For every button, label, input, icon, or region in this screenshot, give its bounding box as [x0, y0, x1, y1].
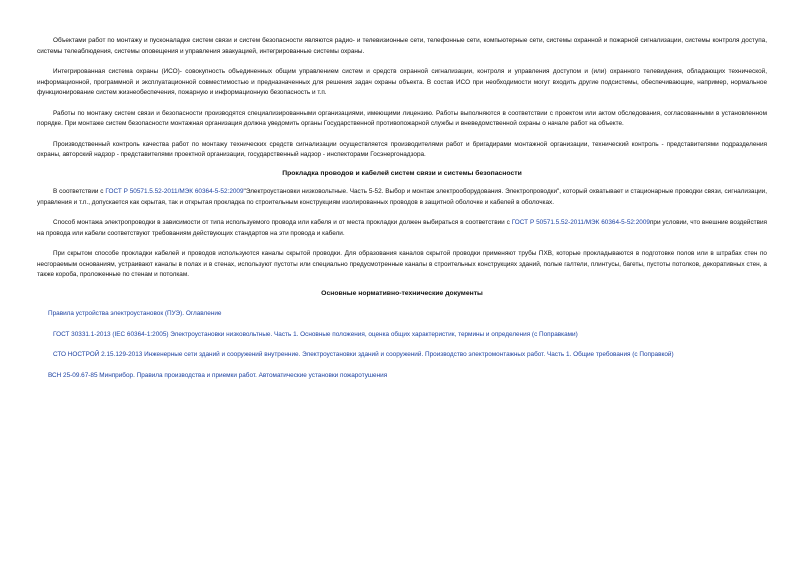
paragraph-text-before-link: В соответствии с	[53, 188, 106, 195]
section-heading-cable-laying: Прокладка проводов и кабелей систем связи и системы безопасности	[282, 169, 522, 177]
paragraph-wiring-method	[37, 218, 767, 239]
paragraph-text-after-link: при условии, что внешние воздействия на провода или кабели соответствуют требованиям действующих стандартов на эти провода и кабели.	[37, 219, 768, 237]
paragraph-installation-works: Работы по монтажу систем связи и безопасности производятся специализированными организациями, имеющими лицензию. Работы выполняются в соответствии с проектом или актом обследования, согласованными в установленном порядке. При монтаже систем безопасности монтажная организация должна уведомить органы Государственной противопожарной службы и вневедомственной охраны о начале работ на объекте.	[37, 109, 767, 127]
paragraph-hidden-wiring: При скрытом способе прокладки кабелей и проводов используются каналы скрытой проводки. Для образования каналов скрытой проводки применяют трубы ПХВ, которые прокладываются в подготовке полов или в штрабах стен по несгораемым основаниям, устраивают каналы в полах и в стенах, используют пустоты или специально предусмотренные каналы в строительных конструкциях зданий, полые галтели, плинтусы, багеты, пустоты потолков, декоративных стен, а также короба, проложенные по стенам и потолкам.	[37, 250, 767, 278]
gost-50571-link[interactable]: ГОСТ Р 50571.5.52-2011/МЭК 60364-5-52:2009	[105, 188, 244, 195]
gost-50571-link-2[interactable]: ГОСТ Р 50571.5.52-2011/МЭК 60364-5-52:2009	[511, 219, 650, 226]
paragraph-text-after-link: "Электроустановки низковольтные. Часть 5-52. Выбор и монтаж электрооборудования. Электропроводки", который охватывает и стационарные проводки связи, сигнализации, управления и т.п., допускается как скрытая, так и открытая прокладка по строительным конструкциям изолированных проводов в защитной оболочке и кабелей в оболочках.	[37, 188, 768, 206]
document-page	[37, 36, 767, 381]
doc-link-vsn-25[interactable]: ВСН 25-09.67-85 Минприбор. Правила производства и приемки работ. Автоматические установки пожаротушения	[48, 371, 388, 379]
section-heading-normative-docs: Основные нормативно-технические документы	[321, 289, 483, 297]
paragraph-production-control: Производственный контроль качества работ по монтажу технических средств сигнализации осуществляется производителями работ и бригадирами монтажной организации, технический контроль - представителями подразделения охраны, авторский надзор - представителями проектной организации, государственный надзор - инспекторами Госэнергонадзора.	[37, 140, 767, 158]
paragraph-iso-definition: Интегрированная система охраны (ИСО)- совокупность объединенных общим управлением систем и средств охранной сигнализации, контроля и управления доступом и (или) охранного телевидения, обладающих технической, информационной, программной и эксплуатационной совместимостью и предназначенных для решения задач охраны объекта. В состав ИСО при необходимости могут входить другие подсистемы, обеспечивающие, например, нормальное функционирование систем жизнеобеспечения, пожарную и информационную безопасность и т.п.	[37, 68, 767, 96]
paragraph-text-before-link: Способ монтажа электропроводки в зависимости от типа используемого провода или кабеля и от места прокладки должен выбираться в соответствии с	[53, 219, 512, 226]
paragraph-work-objects: Объектами работ по монтажу и пусконаладке систем связи и систем безопасности являются радио- и телевизионные сети, телефонные сети, компьютерные сети, системы охранной и пожарной сигнализации, системы контроля доступа, системы телеаблюдения, системы оповещения и управления эвакуацией, интегрированные системы охраны.	[37, 37, 767, 55]
doc-link-sto-nostroy[interactable]: СТО НОСТРОЙ 2.15.129-2013 Инженерные сети зданий и сооружений внутренние. Электроустановки зданий и сооружений. Производство электромонтажных работ. Часть 1. Общие требования (с Поправкой)	[53, 351, 674, 358]
doc-link-pue[interactable]: Правила устройства электроустановок (ПУЭ). Оглавление	[48, 310, 222, 317]
doc-link-gost-30331[interactable]: ГОСТ 30331.1-2013 (IEC 60364-1:2005) Электроустановки низковольтные. Часть 1. Основные положения, оценка общих характеристик, термины и определения (с Поправками)	[53, 330, 578, 338]
paragraph-gost-reference	[37, 187, 767, 208]
